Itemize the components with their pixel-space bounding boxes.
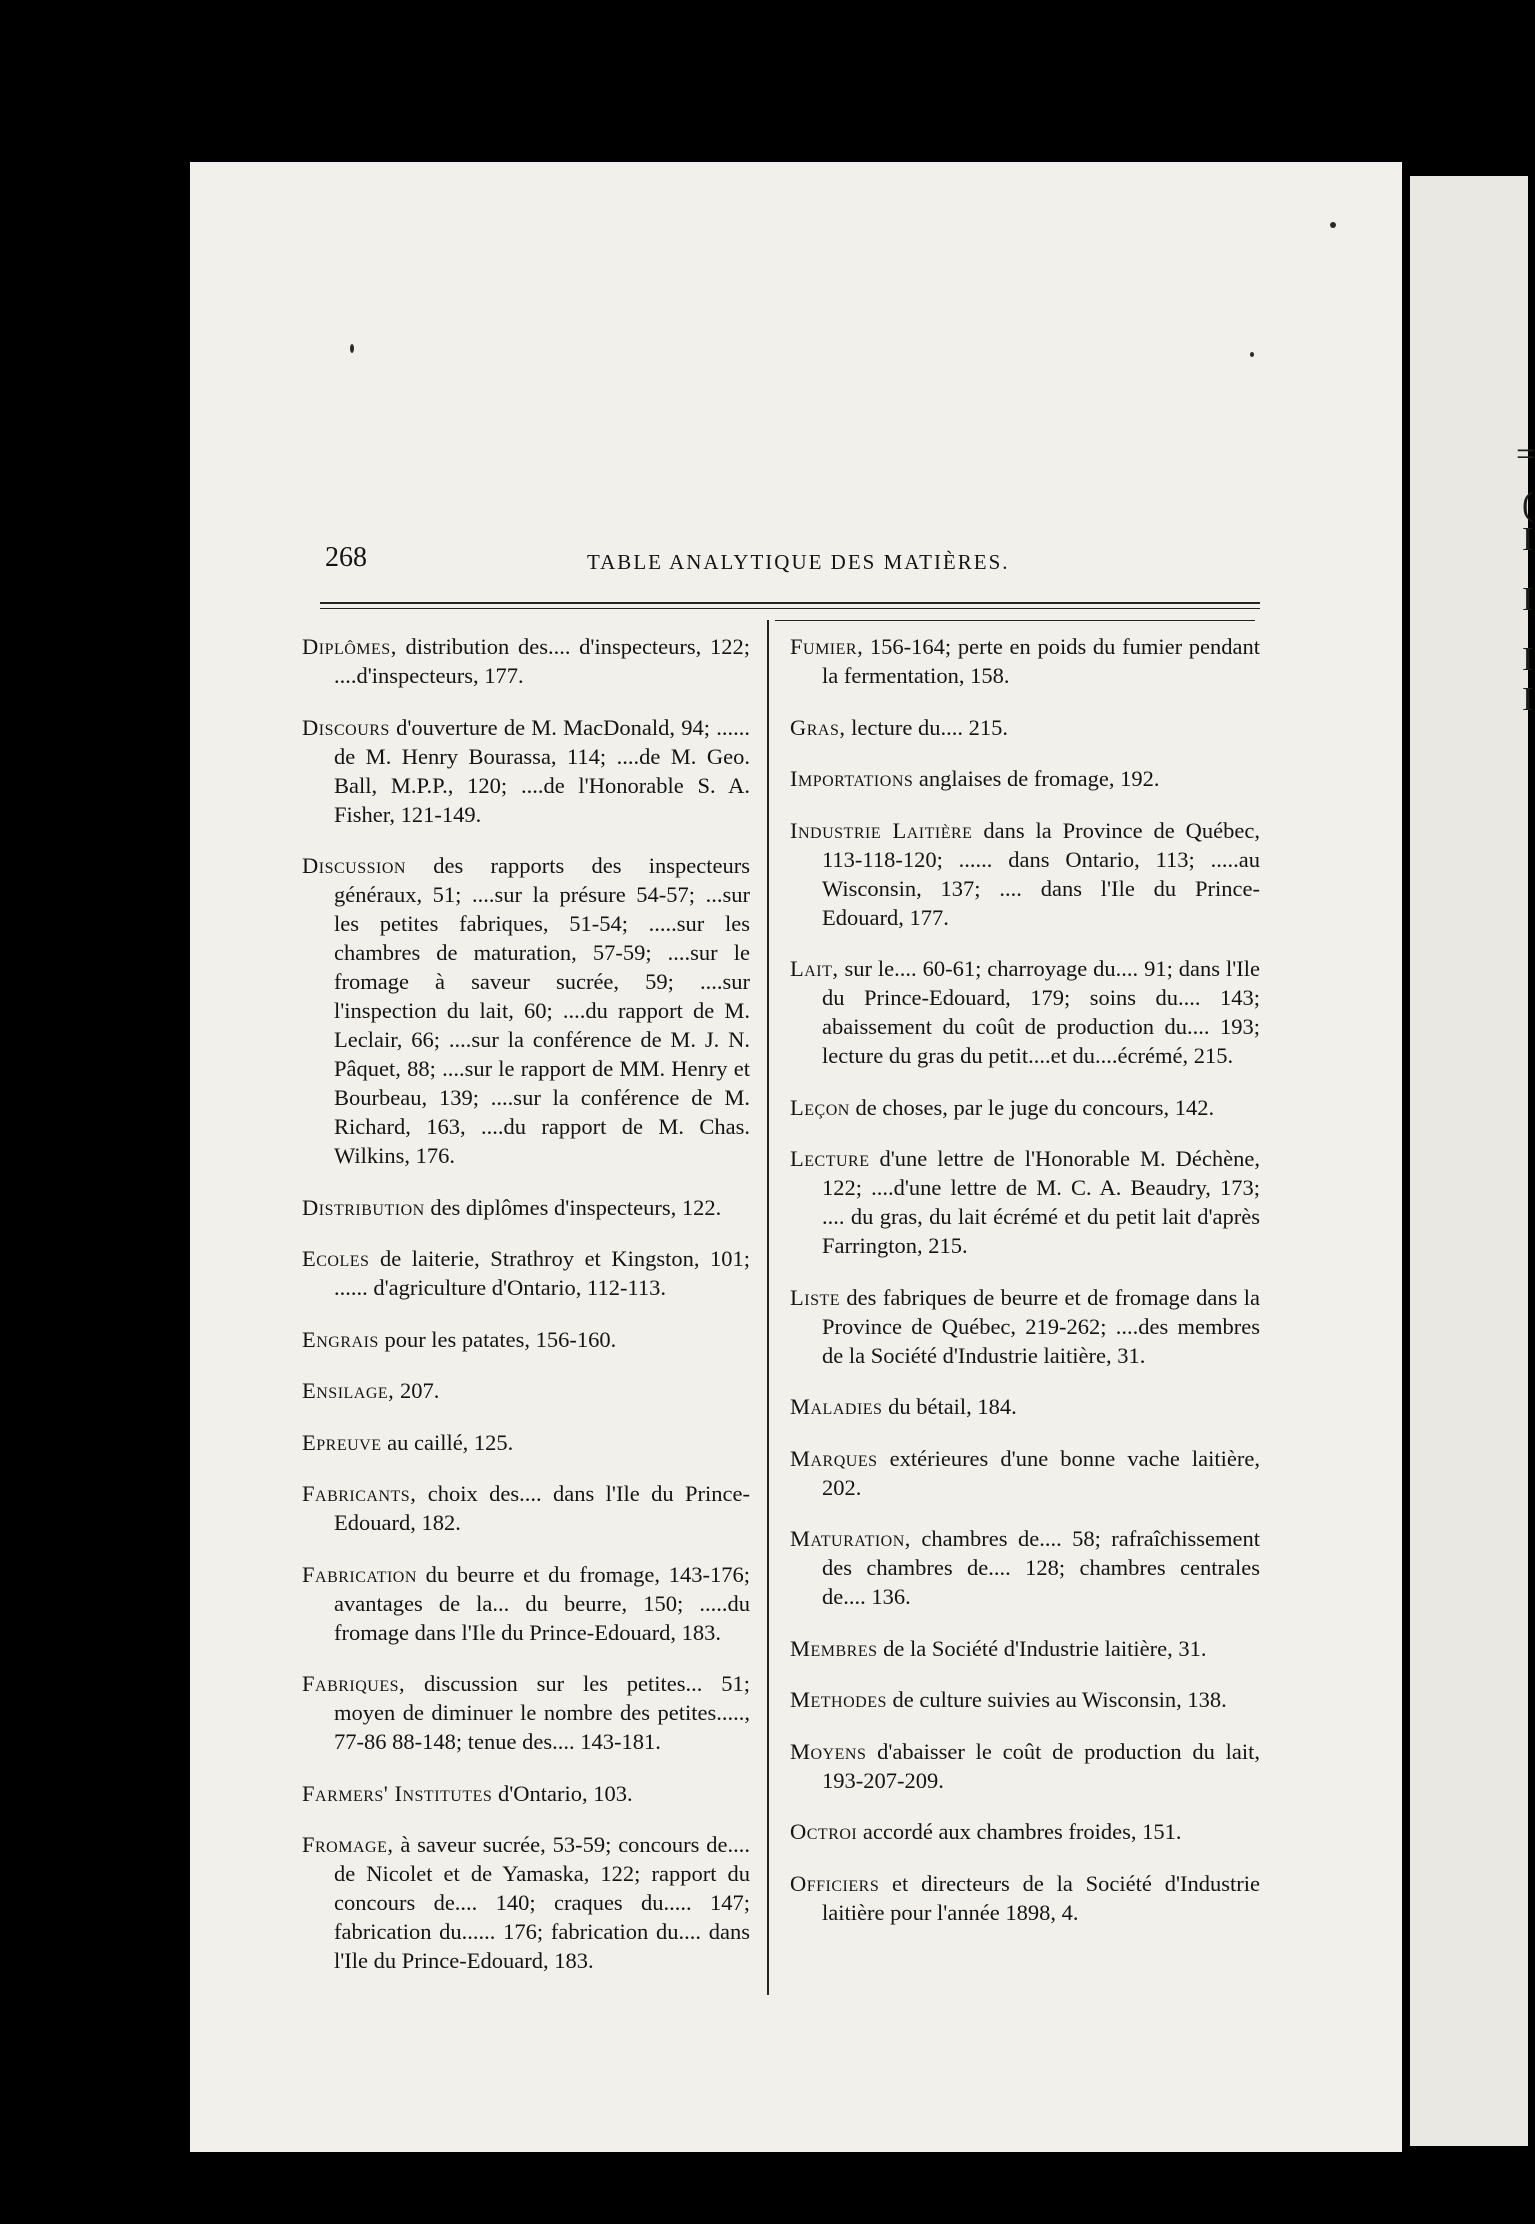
index-entry bbox=[790, 1869, 1260, 1927]
index-text: d'Ontario, 103. bbox=[492, 1780, 633, 1806]
index-text: chambres de.... 58; rafraîchissement des chambres de.... 128; chambres centrales de.... 136. bbox=[822, 1526, 1260, 1609]
index-text: accordé aux chambres froides, 151. bbox=[857, 1819, 1182, 1844]
page-number: 268 bbox=[325, 542, 367, 573]
index-headword: Gras, bbox=[790, 714, 846, 740]
index-text: des rapports des inspecteurs généraux, 51; ....sur la présure 54-57; ...sur les petites fabriques, 51-54; .....sur les chambres de maturation, 57-59; ....sur le fromage à saveur sucrée, 59; ....sur l'inspection du lait, 60; ....du rapport de M. Leclair, 66; ....sur la conférence de M. J. N. Pâquet, 88; ....sur le rapport de MM. Henry et Bourbeau, 139; ....sur la conférence de M. Richard, 163, ....du rapport de M. Chas. Wilkins, 176. bbox=[334, 853, 750, 1168]
index-headword: Ensilage, bbox=[302, 1378, 395, 1403]
index-headword: Maladies bbox=[790, 1394, 883, 1419]
ink-speck bbox=[1250, 352, 1254, 357]
index-headword: Membres bbox=[790, 1635, 878, 1661]
index-text: dans la Province de Québec, 113-118-120; ...... dans Ontario, 113; .....au Wisconsin, 137; .... dans l'Ile du Prince-Edouard, 177. bbox=[822, 817, 1260, 930]
index-headword: Liste bbox=[790, 1284, 841, 1310]
index-entry bbox=[302, 713, 750, 829]
index-entry bbox=[302, 1193, 750, 1222]
adjacent-page-fragment: = bbox=[1516, 436, 1535, 473]
index-entry bbox=[790, 1444, 1260, 1502]
index-text: choix des.... dans l'Ile du Prince-Edouard, 182. bbox=[334, 1481, 750, 1535]
index-headword: Importations bbox=[790, 766, 914, 791]
index-entry bbox=[302, 1244, 750, 1302]
index-headword: Fromage, bbox=[302, 1832, 394, 1857]
index-entry bbox=[790, 1392, 1260, 1421]
index-entry bbox=[302, 851, 750, 1170]
index-headword: Ecoles bbox=[302, 1246, 370, 1271]
index-entry bbox=[302, 1428, 750, 1457]
index-entry bbox=[790, 954, 1260, 1070]
adjacent-page-fragment: I bbox=[1522, 581, 1534, 618]
index-text: d'ouverture de M. MacDonald, 94; ...... de M. Henry Bourassa, 114; ....de M. Geo. Ball, M.P.P., 120; ....de l'Honorable S. A. Fisher, 121-149. bbox=[334, 714, 750, 827]
index-headword: Industrie Laitière bbox=[790, 817, 973, 843]
index-text: et directeurs de la Société d'Industrie laitière pour l'année 1898, 4. bbox=[822, 1870, 1260, 1925]
index-headword: Fumier, bbox=[790, 634, 864, 659]
index-headword: Octroi bbox=[790, 1819, 858, 1844]
index-entry bbox=[302, 1325, 750, 1354]
index-entry bbox=[302, 1560, 750, 1647]
index-text: du bétail, 184. bbox=[882, 1394, 1017, 1419]
index-entry bbox=[790, 713, 1260, 742]
index-entry bbox=[790, 1283, 1260, 1370]
index-headword: Fabriques, bbox=[302, 1671, 406, 1696]
index-text: à saveur sucrée, 53-59; concours de.... de Nicolet et de Yamaska, 122; rapport du concours de.... 140; craques du..... 147; fabrication du...... 176; fabrication du.... dans l'Ile du Prince-Edouard, 183. bbox=[334, 1832, 750, 1973]
index-text: de la Société d'Industrie laitière, 31. bbox=[877, 1635, 1207, 1661]
adjacent-page-fragment: ( bbox=[1522, 486, 1534, 523]
index-text: d'abaisser le coût de production du lait, 193-207-209. bbox=[822, 1738, 1260, 1793]
index-entry bbox=[790, 1634, 1260, 1663]
index-text: du beurre et du fromage, 143-176; avantages de la... du beurre, 150; .....du fromage dans l'Ile du Prince-Edouard, 183. bbox=[334, 1561, 750, 1645]
index-headword: Discussion bbox=[302, 853, 406, 878]
index-headword: Leçon bbox=[790, 1094, 850, 1120]
index-text: extérieures d'une bonne vache laitière, 202. bbox=[822, 1445, 1260, 1500]
index-text: de laiterie, Strathroy et Kingston, 101; ...... d'agriculture d'Ontario, 112-113. bbox=[334, 1246, 750, 1300]
index-text: d'une lettre de l'Honorable M. Déchène, 122; ....d'une lettre de M. C. A. Beaudry, 173; .... du gras, du lait écrémé et du petit lait d'après Farrington, 215. bbox=[822, 1146, 1260, 1258]
index-text: 207. bbox=[394, 1378, 440, 1403]
adjacent-page-fragment: I bbox=[1522, 641, 1534, 678]
index-headword: Lait, bbox=[790, 956, 839, 981]
index-headword: Distribution bbox=[302, 1194, 425, 1220]
adjacent-page-edge bbox=[1410, 176, 1535, 2146]
index-entry bbox=[790, 1685, 1260, 1714]
index-text: anglaises de fromage, 192. bbox=[913, 766, 1160, 791]
page-title: TABLE ANALYTIQUE DES MATIÈRES. bbox=[587, 550, 1010, 574]
adjacent-page-fragment: I bbox=[1522, 521, 1534, 558]
index-text: de choses, par le juge du concours, 142. bbox=[849, 1094, 1215, 1120]
index-entry bbox=[302, 1779, 750, 1808]
index-entry bbox=[790, 816, 1260, 932]
index-headword: Lecture bbox=[790, 1146, 870, 1171]
header-rule bbox=[775, 620, 1255, 621]
index-text: distribution des.... d'inspecteurs, 122; ....d'inspecteurs, 177. bbox=[334, 634, 750, 688]
index-text: au caillé, 125. bbox=[381, 1429, 514, 1455]
index-headword: Farmers' Institutes bbox=[302, 1780, 493, 1806]
index-text: des fabriques de beurre et de fromage dans la Province de Québec, 219-262; ....des membres de la Société d'Industrie laitière, 31. bbox=[822, 1284, 1260, 1368]
index-text: 156-164; perte en poids du fumier pendant la fermentation, 158. bbox=[822, 634, 1260, 688]
index-column-right bbox=[790, 632, 1260, 1931]
index-entry bbox=[302, 632, 750, 690]
index-headword: Epreuve bbox=[302, 1429, 382, 1455]
index-headword: Diplômes, bbox=[302, 634, 397, 659]
running-header bbox=[325, 542, 1322, 592]
index-text: lecture du.... 215. bbox=[845, 714, 1008, 740]
adjacent-page-fragment: I bbox=[1522, 681, 1534, 718]
index-entry bbox=[790, 1524, 1260, 1611]
index-entry bbox=[302, 1479, 750, 1537]
index-entry bbox=[790, 632, 1260, 690]
header-rule bbox=[320, 608, 1260, 609]
index-headword: Officiers bbox=[790, 1870, 880, 1896]
header-rule bbox=[320, 602, 1260, 604]
index-entry bbox=[790, 764, 1260, 793]
scanned-page bbox=[190, 162, 1402, 2152]
index-headword: Discours bbox=[302, 714, 390, 740]
index-text: sur le.... 60-61; charroyage du.... 91; dans l'Ile du Prince-Edouard, 179; soins du.... 143; abaissement du coût de production du.... 193; lecture du gras du petit....et du....écrémé, 215. bbox=[822, 956, 1260, 1068]
index-column-left bbox=[302, 632, 750, 1979]
index-text: de culture suivies au Wisconsin, 138. bbox=[886, 1687, 1227, 1712]
index-entry bbox=[302, 1669, 750, 1756]
index-entry bbox=[302, 1830, 750, 1975]
index-entry bbox=[790, 1817, 1260, 1846]
index-entry bbox=[302, 1376, 750, 1405]
column-divider bbox=[767, 620, 769, 1995]
index-text: pour les patates, 156-160. bbox=[378, 1326, 617, 1352]
ink-speck bbox=[1330, 222, 1336, 228]
index-entry bbox=[790, 1737, 1260, 1795]
index-headword: Marques bbox=[790, 1445, 878, 1471]
index-headword: Fabrication bbox=[302, 1561, 417, 1587]
index-headword: Methodes bbox=[790, 1687, 887, 1712]
index-text: discussion sur les petites... 51; moyen de diminuer le nombre des petites....., 77-86 88-148; tenue des.... 143-181. bbox=[334, 1671, 750, 1754]
index-headword: Engrais bbox=[302, 1326, 379, 1352]
index-headword: Maturation, bbox=[790, 1526, 911, 1551]
index-entry bbox=[790, 1093, 1260, 1122]
ink-speck bbox=[350, 344, 354, 353]
index-text: des diplômes d'inspecteurs, 122. bbox=[424, 1194, 722, 1220]
index-headword: Moyens bbox=[790, 1738, 867, 1764]
index-headword: Fabricants, bbox=[302, 1481, 417, 1506]
index-entry bbox=[790, 1144, 1260, 1260]
